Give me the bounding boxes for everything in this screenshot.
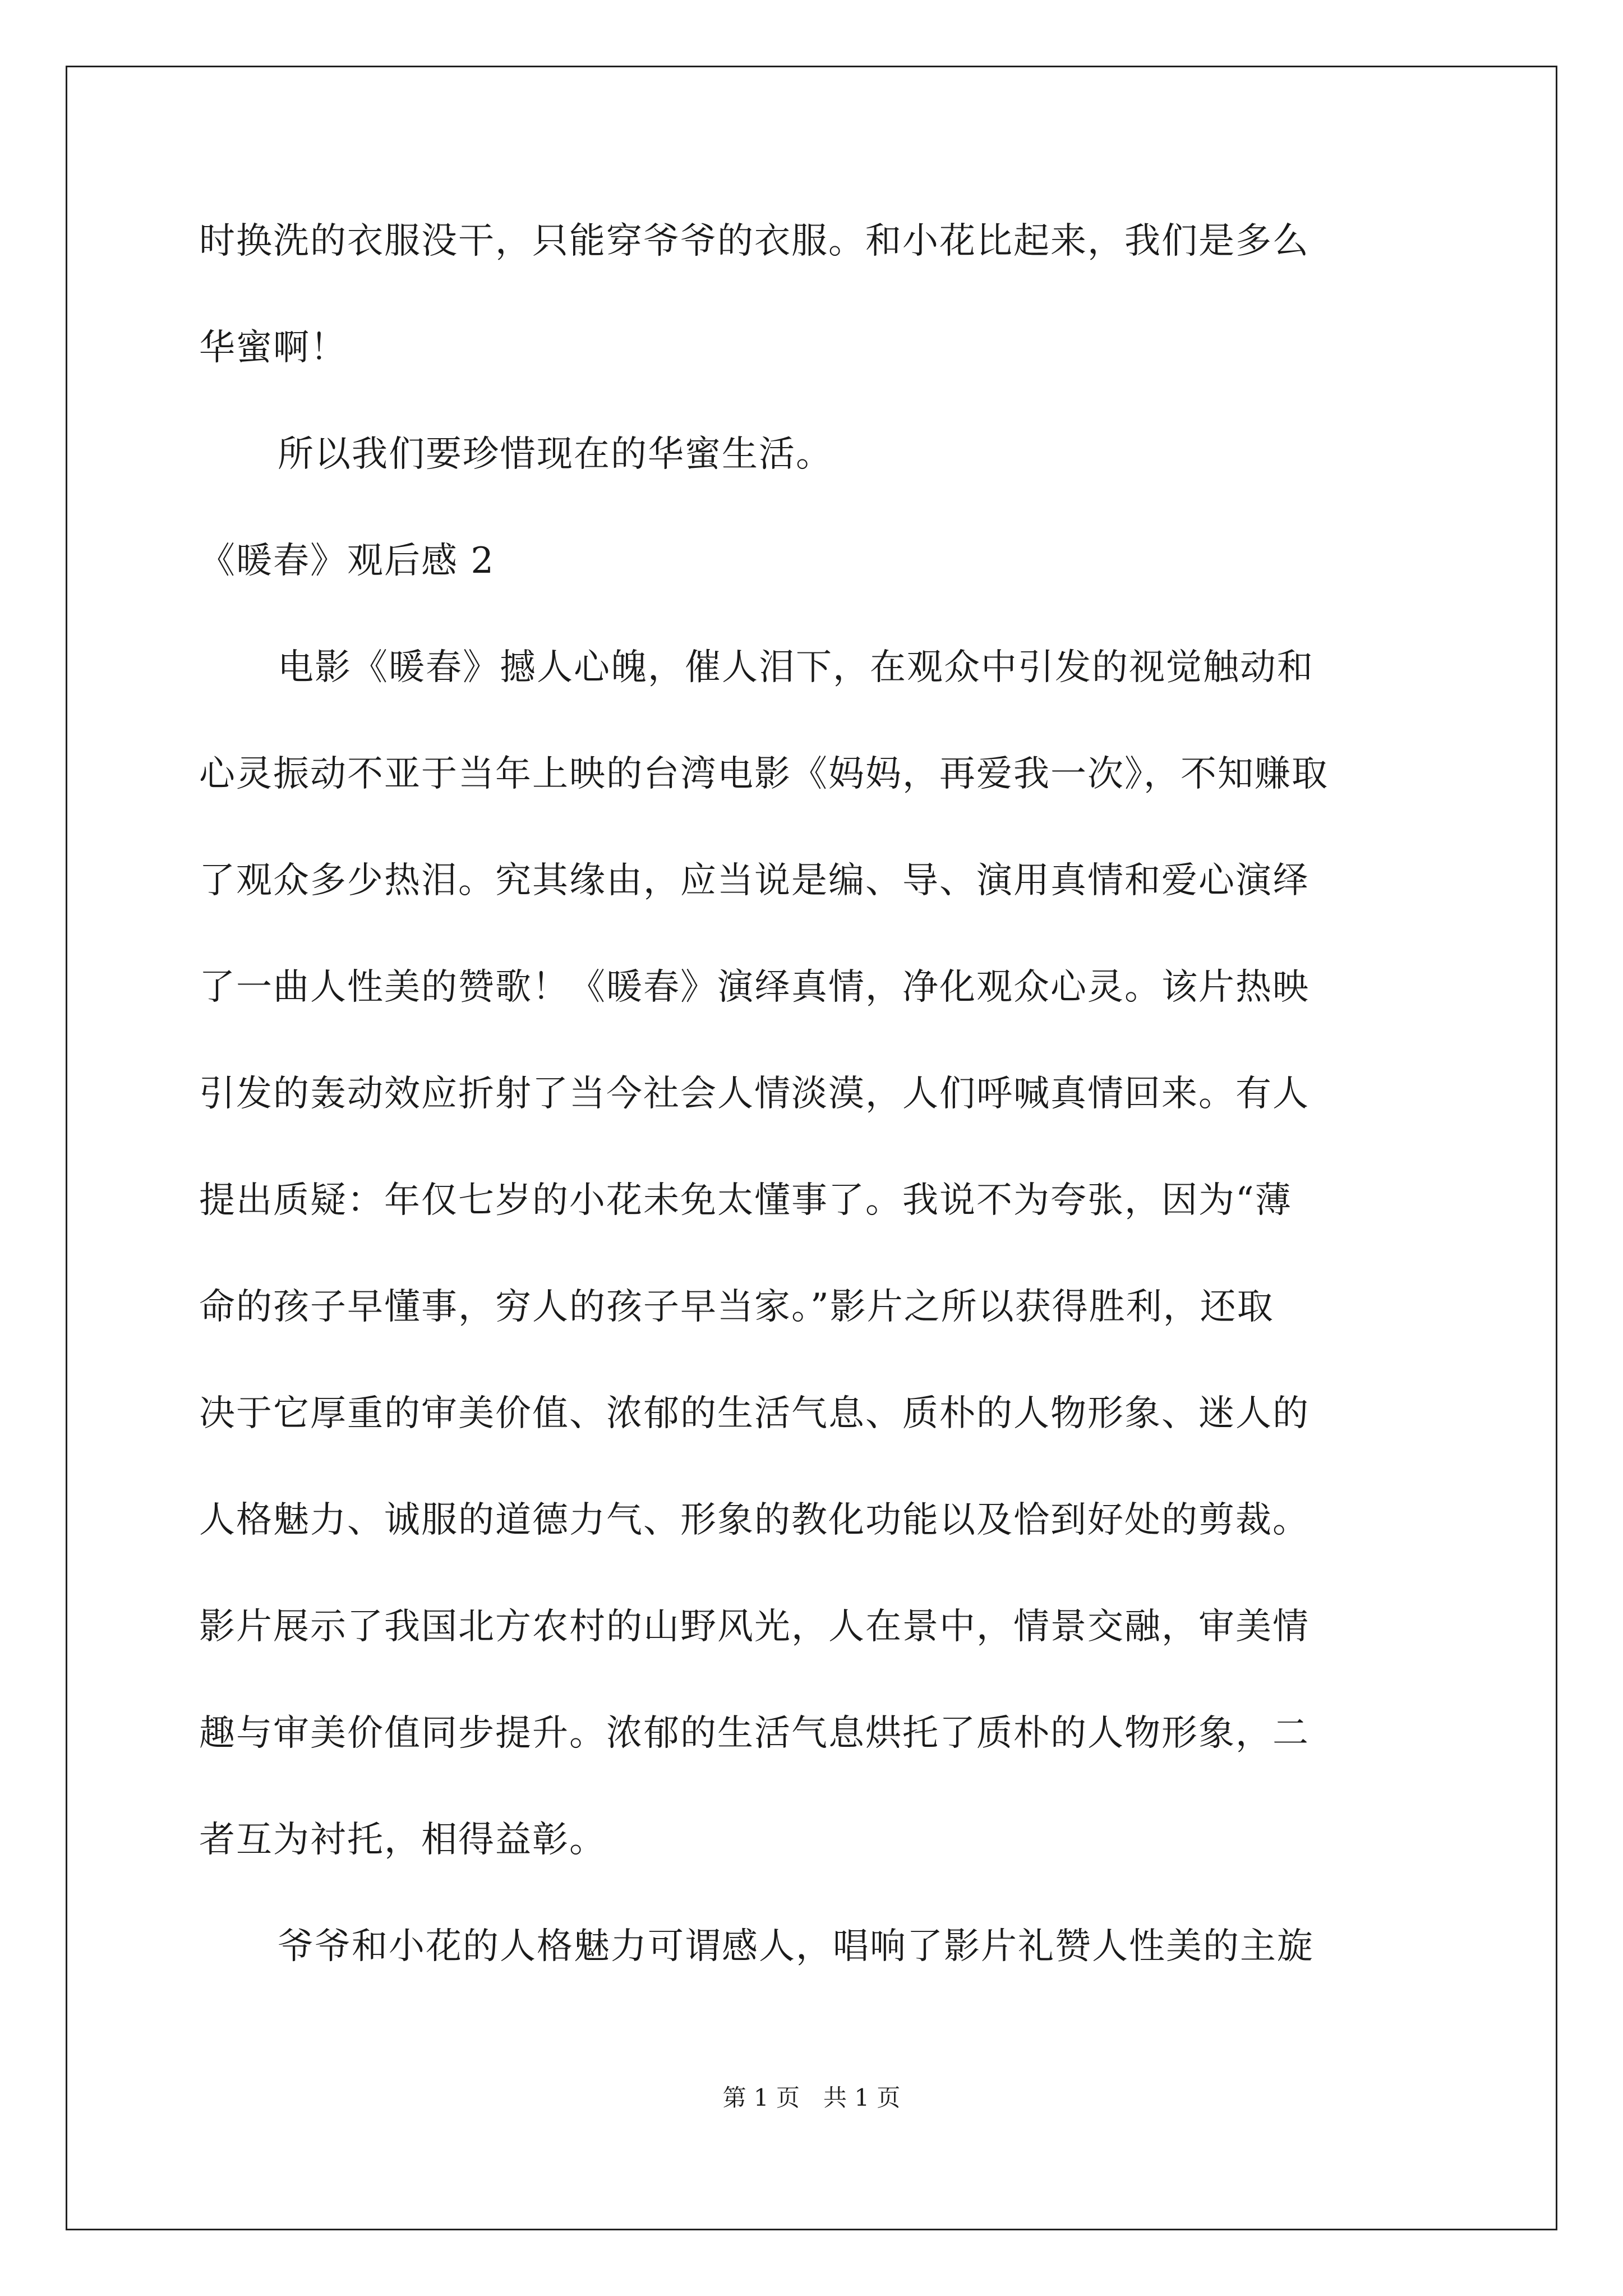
text-line: 引发的轰动效应折射了当今社会人情淡漠，人们呼喊真情回来。有人 [199,1073,1310,1115]
text-line: 人格魅力、诚服的道德力气、形象的教化功能以及恰到好处的剪裁。 [199,1499,1310,1541]
text-line: 趣与审美价值同步提升。浓郁的生活气息烘托了质朴的人物形象，二 [199,1713,1310,1754]
text-line: 所以我们要珍惜现在的华蜜生活。 [278,434,833,475]
text-line: 了观众多少热泪。究其缘由，应当说是编、导、演用真情和爱心演绎 [199,860,1310,901]
text-line: 者互为衬托，相得益彰。 [199,1819,606,1861]
text-line: 了一曲人性美的赞歌！《暖春》演绎真情，净化观众心灵。该片热映 [199,967,1310,1008]
text-line: 爷爷和小花的人格魅力可谓感人，唱响了影片礼赞人性美的主旋 [278,1926,1314,1967]
document-body [199,188,1433,2000]
text-line: 决于它厚重的审美价值、浓郁的生活气息、质朴的人物形象、迷人的 [199,1393,1310,1434]
text-line: 心灵振动不亚于当年上映的台湾电影《妈妈，再爱我一次》，不知赚取 [199,753,1329,795]
text-line: 命的孩子早懂事，穷人的孩子早当家。”影片之所以获得胜利，还取 [199,1286,1274,1328]
text-line: 华蜜啊！ [199,327,347,369]
page-footer: 第 1 页 共 1 页 [722,2084,901,2111]
text-line: 提出质疑：年仅七岁的小花未免太懂事了。我说不为夸张，因为“薄 [199,1180,1292,1221]
text-line: 时换洗的衣服没干，只能穿爷爷的衣服。和小花比起来，我们是多么 [199,220,1310,262]
text-line: 影片展示了我国北方农村的山野风光，人在景中，情景交融，审美情 [199,1606,1310,1648]
section-heading: 《暖春》观后感 2 [199,540,495,582]
text-line: 电影《暖春》撼人心魄，催人泪下，在观众中引发的视觉触动和 [278,647,1314,688]
